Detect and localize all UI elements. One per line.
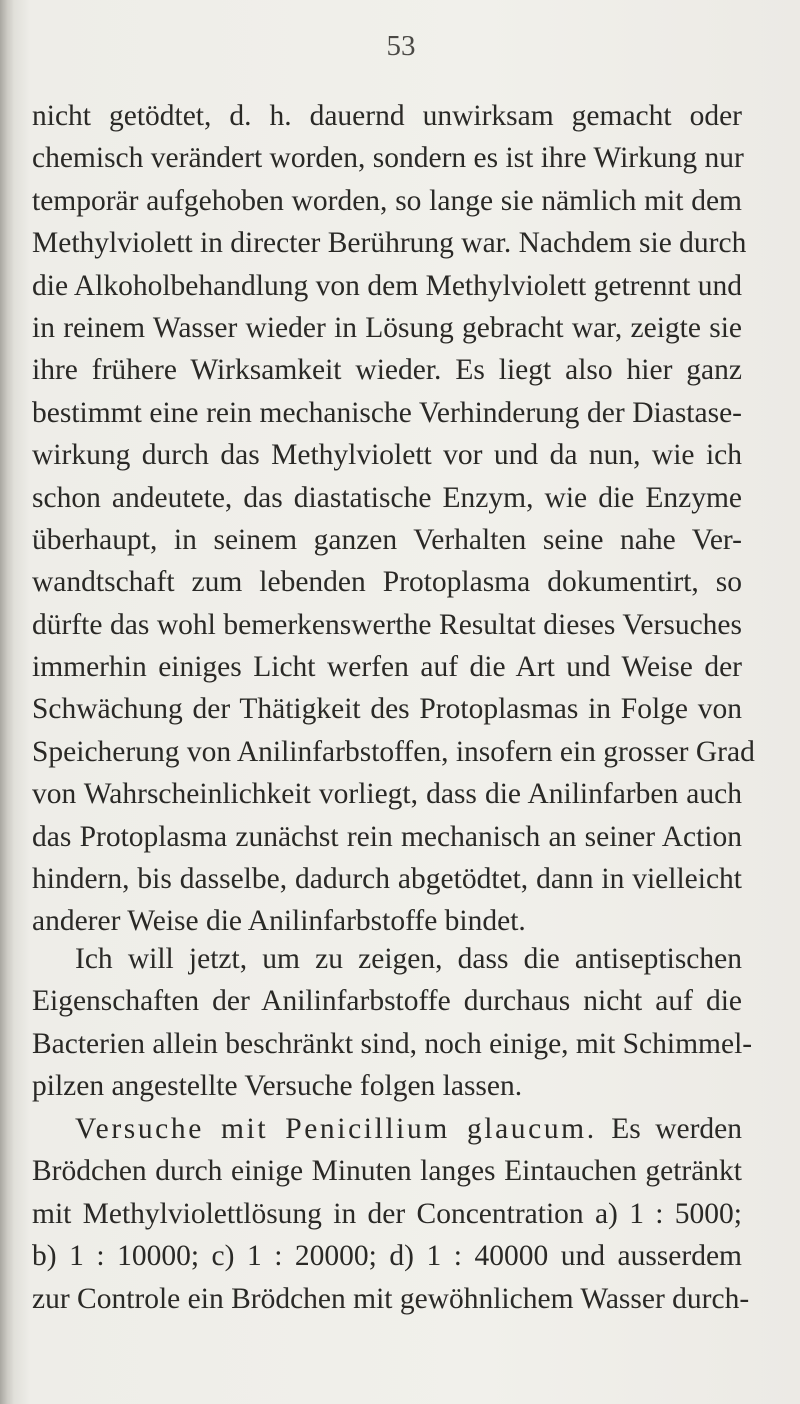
text-line: hindern, bis dasselbe, dadurch abgetödtet, dann in vielleicht [32, 863, 742, 896]
text-line: das Protoplasma zunächst rein mechanisch an seiner Action [32, 820, 742, 853]
text-line: b) 1 : 10000; c) 1 : 20000; d) 1 : 40000 und ausserdem [32, 1240, 742, 1273]
text-line: Ich will jetzt, um zu zeigen, dass die antiseptischen [75, 943, 742, 975]
text-line: wandtschaft zum lebenden Protoplasma dokumentirt, so [32, 566, 742, 599]
text-line: immerhin einiges Licht werfen auf die Art und Weise der [32, 651, 742, 684]
text-line: temporär aufgehoben worden, so lange sie nämlich mit dem [32, 184, 742, 217]
text-line: nicht getödtet, d. h. dauernd unwirksam gemacht oder [32, 100, 742, 132]
paragraph-1 [32, 95, 755, 943]
text-line: Methylviolett in directer Berührung war. Nachdem sie durch [32, 227, 747, 260]
page-gutter-shadow [0, 0, 14, 1404]
paragraph-3 [32, 1108, 750, 1320]
text-line: von Wahrscheinlichkeit vorliegt, dass die Anilinfarben auch [32, 778, 742, 811]
text-line: die Alkoholbehandlung von dem Methylviolett getrennt und [32, 269, 742, 302]
text-line: Bacterien allein beschränkt sind, noch einige, mit Schimmel- [32, 1027, 753, 1060]
text-line: Speicherung von Anilinfarbstoffen, insofern ein grosser Grad [32, 735, 755, 768]
text-line: Eigenschaften der Anilinfarbstoffe durchaus nicht auf die [32, 985, 742, 1018]
experiment-heading: Versuche mit Penicillium glaucum. [75, 1113, 597, 1145]
text-line: überhaupt, in seinem ganzen Verhalten seine nahe Ver- [32, 523, 742, 556]
text-line [32, 1108, 742, 1150]
text-line: Schwächung der Thätigkeit des Protoplasmas in Folge von [32, 693, 742, 726]
text-line: ihre frühere Wirksamkeit wieder. Es liegt also hier ganz [32, 354, 742, 387]
text-line: wirkung durch das Methylviolett vor und da nun, wie ich [32, 439, 742, 472]
paragraph-2 [32, 938, 753, 1108]
text-line: chemisch verändert worden, sondern es ist ihre Wirkung nur [32, 142, 744, 175]
text-fragment: Es werden [611, 1113, 743, 1145]
text-line: in reinem Wasser wieder in Lösung gebracht war, zeigte sie [32, 311, 742, 344]
text-line: dürfte das wohl bemerkenswerthe Resultat dieses Versuches [32, 608, 742, 641]
text-line: mit Methylviolettlösung in der Concentration a) 1 : 5000; [32, 1197, 742, 1230]
text-line: zur Controle ein Brödchen mit gewöhnlichem Wasser durch- [32, 1282, 750, 1315]
text-line: pilzen angestellte Versuche folgen lassen. [32, 1070, 523, 1103]
text-line: Brödchen durch einige Minuten langes Eintauchen getränkt [32, 1155, 742, 1188]
text-line: schon andeutete, das diastatische Enzym, wie die Enzyme [32, 481, 742, 514]
text-line: anderer Weise die Anilinfarbstoffe bindet. [32, 905, 526, 938]
text-line: bestimmt eine rein mechanische Verhinderung der Diastase- [32, 396, 742, 429]
page-number: 53 [386, 30, 416, 62]
